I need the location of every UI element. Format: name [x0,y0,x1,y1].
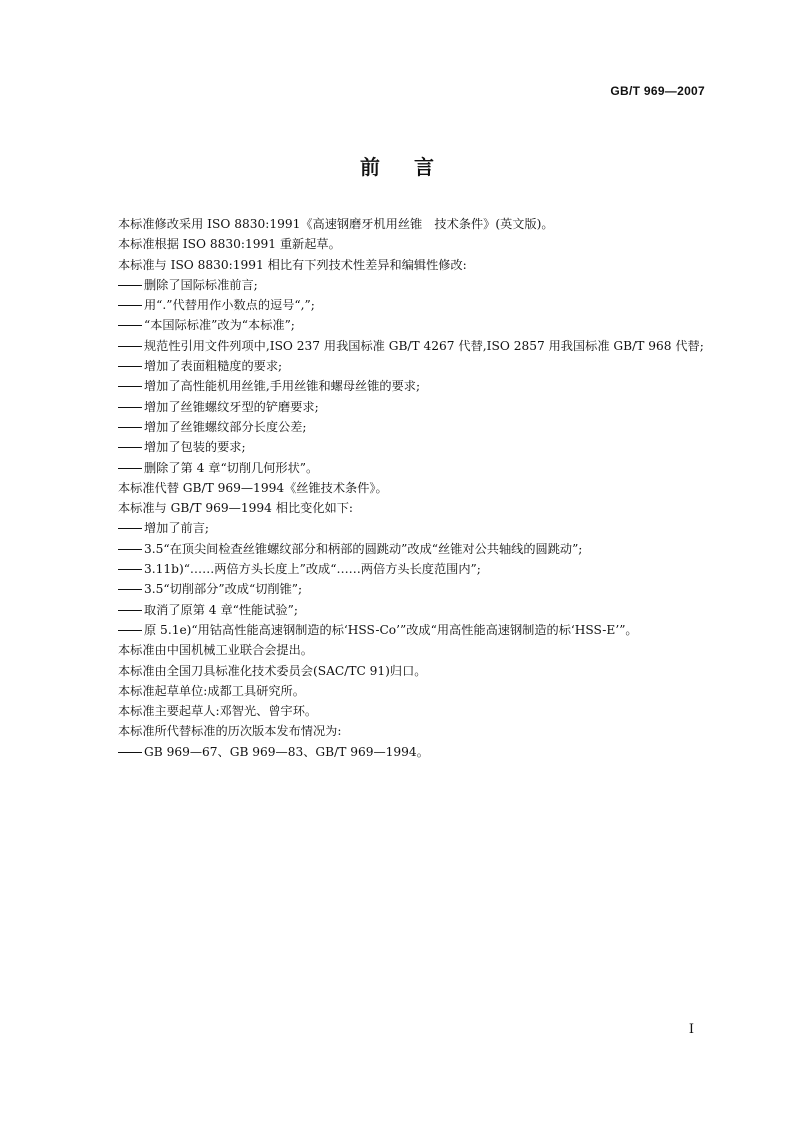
list-item: 原 5.1e)“用钴高性能高速钢制造的标‘HSS-Co’”改成“用高性能高速钢制造的标‘HSS-E’”。 [118,620,706,640]
page-number: I [688,1022,694,1037]
dash-mark [118,397,144,417]
dash-mark [118,518,144,538]
para-line: 本标准起草单位:成都工具研究所。 [118,683,305,698]
dash-mark [118,600,144,620]
dash-mark [118,437,144,457]
dash-mark [118,275,144,295]
list-item: 3.11b)“……两倍方头长度上”改成“……两倍方头长度范围内”; [118,559,706,579]
list-item: 取消了原第 4 章“性能试验”; [118,600,706,620]
list-item: GB 969—67、GB 969—83、GB/T 969—1994。 [118,742,706,762]
list-item: 增加了表面粗糙度的要求; [118,356,706,376]
list-item: 增加了高性能机用丝锥,手用丝锥和螺母丝锥的要求; [118,376,706,396]
dash-mark [118,315,144,335]
dash-mark [118,376,144,396]
dash-mark [118,417,144,437]
list-item: 增加了包装的要求; [118,437,706,457]
list-item: 3.5“切削部分”改成“切削锥”; [118,579,706,599]
para-line: 本标准所代替标准的历次版本发布情况为: [118,724,342,739]
para-line: 本标准由中国机械工业联合会提出。 [118,643,313,658]
page-title: 前言 [360,155,468,179]
dash-mark [118,356,144,376]
list-item: 删除了国际标准前言; [118,275,706,295]
dash-mark [118,295,144,315]
dash-mark [118,336,144,356]
para-line: 本标准代替 GB/T 969—1994《丝锥技术条件》。 [118,480,388,495]
list-item: 规范性引用文件列项中,ISO 237 用我国标准 GB/T 4267 代替,ISO 2857 用我国标准 GB/T 968 代替; [118,336,706,356]
dash-mark [118,742,144,762]
list-item: 用“.”代替用作小数点的逗号“,”; [118,295,706,315]
para-line: 本标准与 ISO 8830:1991 相比有下列技术性差异和编辑性修改: [118,257,467,272]
dash-mark [118,559,144,579]
list-item: 增加了丝锥螺纹部分长度公差; [118,417,706,437]
foreword-body [118,214,706,762]
para-line: 本标准根据 ISO 8830:1991 重新起草。 [118,237,341,252]
list-item: 3.5“在顶尖间检查丝锥螺纹部分和柄部的圆跳动”改成“丝锥对公共轴线的圆跳动”; [118,539,706,559]
list-item: “本国际标准”改为“本标准”; [118,315,706,335]
para-line: 本标准与 GB/T 969—1994 相比变化如下: [118,501,353,516]
dash-mark [118,458,144,478]
standard-code: GB/T 969—2007 [610,84,705,98]
dash-mark [118,539,144,559]
list-item: 增加了丝锥螺纹牙型的铲磨要求; [118,397,706,417]
dash-mark [118,579,144,599]
para-line: 本标准主要起草人:邓智光、曾宇环。 [118,704,318,719]
list-item: 删除了第 4 章“切削几何形状”。 [118,458,706,478]
para-line: 本标准修改采用 ISO 8830:1991《高速钢磨牙机用丝锥 技术条件》(英文版)。 [118,217,554,231]
para-line: 本标准由全国刀具标准化技术委员会(SAC/TC 91)归口。 [118,663,427,678]
dash-mark [118,620,144,640]
list-item: 增加了前言; [118,518,706,538]
